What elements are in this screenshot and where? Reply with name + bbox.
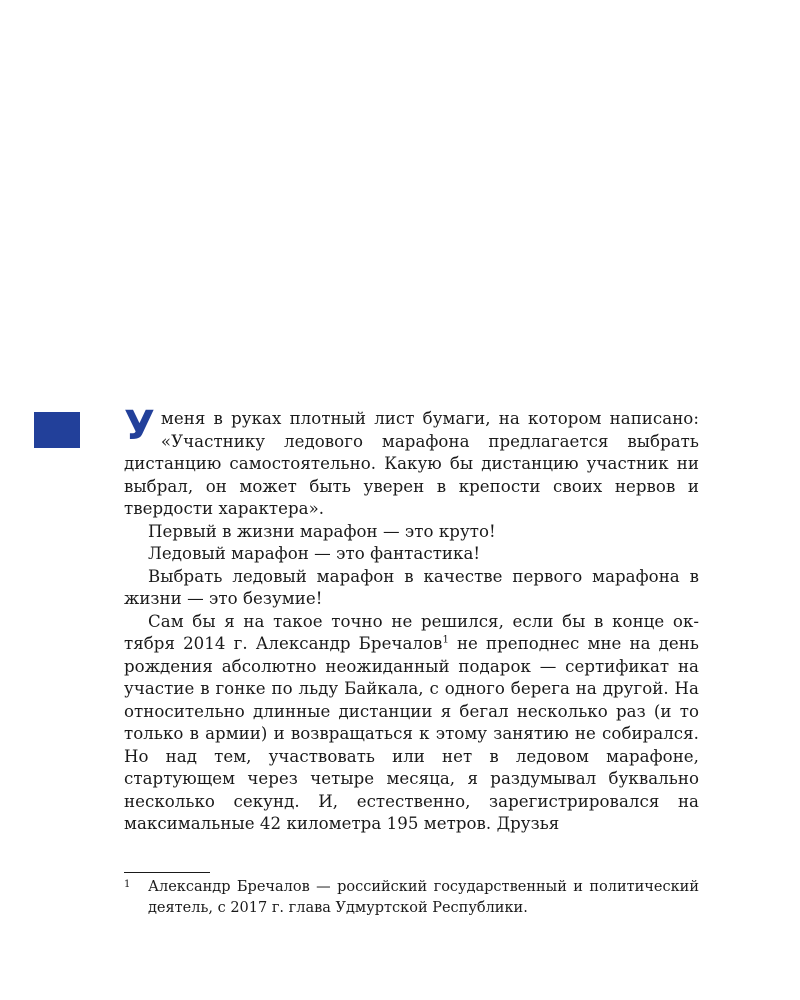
main-text	[124, 403, 699, 836]
chapter-marker-block	[34, 412, 80, 448]
footnote-divider	[124, 872, 210, 873]
paragraph-3: Ледовый марафон — это фантастика!	[148, 544, 481, 563]
paragraph-2: Первый в жизни марафон — это круто!	[148, 521, 496, 541]
paragraph-1-text: меня в руках плотный лист бумаги, на котором написано: «Участнику ледового марафона предлагается выбрать дистанцию самостоятельно. Какую бы дистанцию участник ни выбрал, он может быть уверен в крепости своих нервов и твердости характера».	[124, 409, 699, 518]
paragraph-5	[124, 611, 699, 836]
paragraph-4: Выбрать ледовый марафон в качестве первого марафона в жизни — это безумие!	[124, 566, 699, 608]
footnote-text: Александр Бречалов — российский государственный и политический деятель, с 2017 г. глава Удмуртской Республики.	[148, 879, 699, 916]
footnote-reference[interactable]: 1	[442, 634, 449, 646]
paragraph-1	[124, 403, 699, 521]
footnote	[124, 877, 699, 919]
drop-cap: У	[124, 403, 155, 449]
footnote-number: 1	[124, 879, 131, 890]
paragraph-5-after: не преподнес мне на день рождения абсолютно неожиданный подарок — сертификат на участие в гонке по льду Байкала, с одного берега на другой. На относительно длинные дистанции я бегал несколько раз (и то только в армии) и возвращаться к этому занятию не собирался. Но над тем, участвовать или нет в ледовом марафоне, стартующем через четыре месяца, я раздумывал буквально несколько секунд. И, естественно, зарегистрировался на максимальные 42 километра 195 метров. Друзья	[124, 634, 699, 833]
chapter-marker-rect	[34, 412, 80, 448]
paragraph-5-before: Сам бы я на такое точно не решился, если бы в конце октября 2014 г. Александр Бречалов	[124, 611, 699, 653]
